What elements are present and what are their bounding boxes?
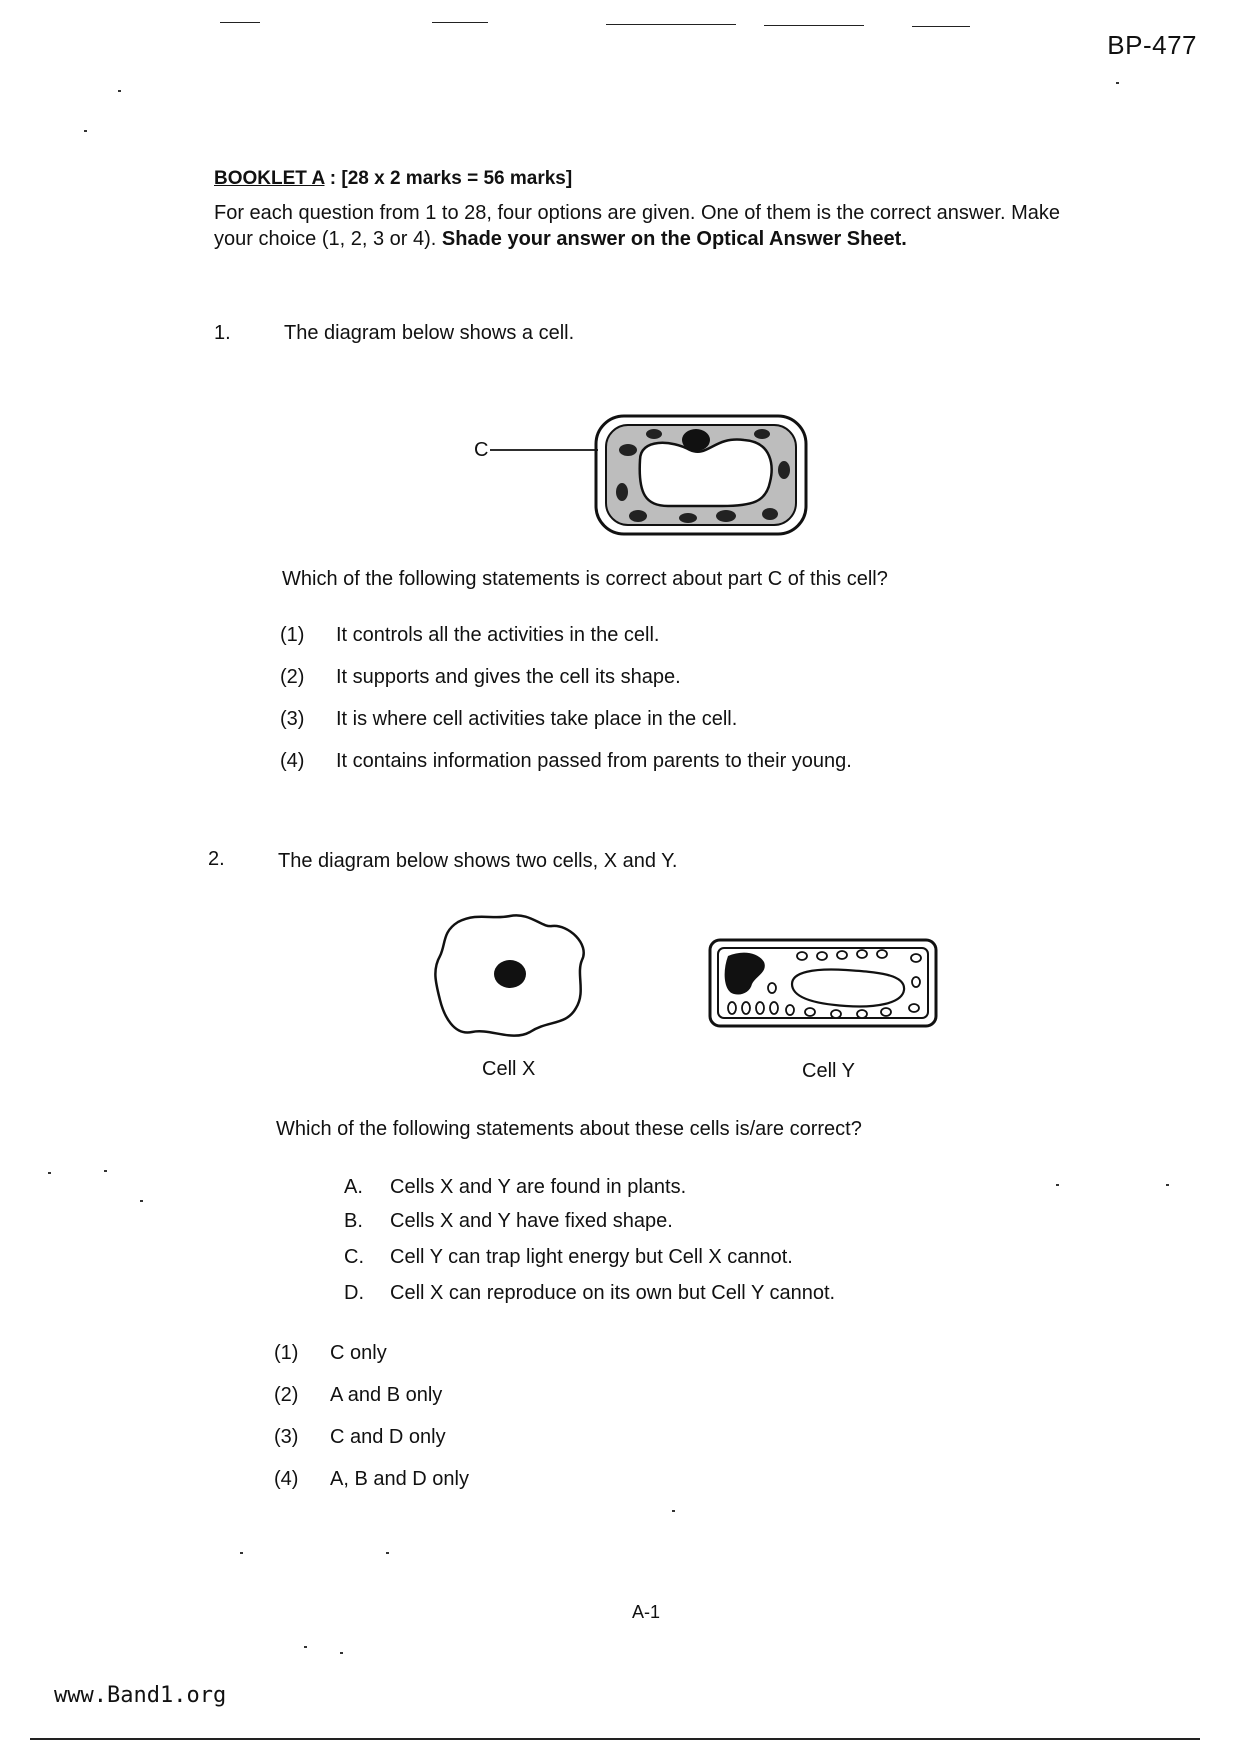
scan-speck [386,1552,389,1554]
q2-option-2 [274,1384,442,1407]
chloroplast [679,513,697,523]
statement-letter: C. [344,1246,364,1268]
chloroplast [754,429,770,439]
q1-option-2 [280,666,681,689]
option-number: (3) [274,1426,299,1448]
instructions-text: For each question from 1 to 28, four options are given. One of them is the correct answer. Make your choice (1, 2, 3 or 4). [214,202,1060,250]
q2-option-1 [274,1342,387,1365]
cell-x-nucleus [494,960,526,988]
option-number: (1) [280,624,305,646]
q1-option-4 [280,750,852,773]
option-text: It supports and gives the cell its shape. [336,666,681,688]
option-text: C only [330,1342,387,1364]
q1-option-3 [280,708,737,731]
scan-artifact [764,25,864,26]
question-1-number: 1. [214,322,231,344]
option-text: It is where cell activities take place in the cell. [336,708,738,730]
cell-y-vacuole [792,970,904,1007]
scan-speck [118,90,121,92]
plant-cell-diagram [462,410,822,540]
chloroplast [716,510,736,522]
scan-speck [1056,1184,1059,1186]
option-number: (3) [280,708,305,730]
chloroplast [619,444,637,456]
option-number: (2) [280,666,305,688]
label-c: C [474,439,489,461]
statement-text: Cell X can reproduce on its own but Cell Y cannot. [390,1282,836,1304]
nucleus [682,429,710,451]
vacuole [640,440,772,506]
option-text: A and B only [330,1384,443,1406]
statement-text: Cells X and Y are found in plants. [390,1176,687,1198]
booklet-instructions [214,200,1094,252]
option-text: It contains information passed from parents to their young. [336,750,852,772]
scan-speck [240,1552,243,1554]
option-number: (1) [274,1342,299,1364]
scan-speck [1116,82,1119,84]
page-number: A-1 [632,1602,661,1622]
scan-speck [672,1510,675,1512]
option-number: (4) [280,750,305,772]
q1-option-1 [280,624,659,647]
question-2-number: 2. [208,848,225,870]
statement-text: Cells X and Y have fixed shape. [390,1210,673,1232]
chloroplast [778,461,790,479]
footer-rule [30,1738,1200,1740]
cell-y-label: Cell Y [802,1060,855,1082]
option-text: A, B and D only [330,1468,469,1490]
option-number: (4) [274,1468,299,1490]
booklet-title: BOOKLET A [214,168,325,189]
scan-artifact [432,22,488,23]
document-code: BP-477 [1107,30,1197,60]
q2-statement-c [344,1246,793,1269]
q2-option-3 [274,1426,446,1449]
statement-letter: B. [344,1210,363,1232]
scan-speck [48,1172,51,1174]
booklet-header [214,168,572,190]
cell-y-diagram [706,932,942,1032]
instructions-bold-text: Shade your answer on the Optical Answer Sheet. [441,228,907,250]
question-2-text: The diagram below shows two cells, X and Y. [278,850,678,872]
cell-x-label: Cell X [482,1058,536,1080]
statement-letter: A. [344,1176,363,1198]
booklet-marks: : [28 x 2 marks = 56 marks] [329,168,573,189]
q2-statement-d [344,1282,835,1305]
scan-speck [304,1646,307,1648]
cell-x-diagram [430,908,590,1048]
statement-text: Cell Y can trap light energy but Cell X cannot. [390,1246,793,1268]
chloroplast [646,429,662,439]
scan-speck [84,130,87,132]
q2-option-4 [274,1468,469,1491]
option-text: It controls all the activities in the cell. [336,624,660,646]
scan-speck [104,1170,107,1172]
question-1-text: The diagram below shows a cell. [284,322,575,344]
chloroplast [762,508,778,520]
q2-statement-b [344,1210,673,1233]
chloroplast [629,510,647,522]
statement-letter: D. [344,1282,364,1304]
scan-speck [140,1200,143,1202]
scan-artifact [912,26,970,27]
scan-speck [340,1652,343,1654]
scan-artifact [220,22,260,23]
scan-speck [1166,1184,1169,1186]
question-2-prompt: Which of the following statements about these cells is/are correct? [276,1118,862,1140]
website-link[interactable]: www.Band1.org [54,1683,227,1708]
question-1-prompt: Which of the following statements is correct about part C of this cell? [282,568,888,590]
q2-statement-a [344,1176,686,1199]
option-text: C and D only [330,1426,446,1448]
option-number: (2) [274,1384,299,1406]
scan-artifact [606,24,736,25]
chloroplast [616,483,628,501]
